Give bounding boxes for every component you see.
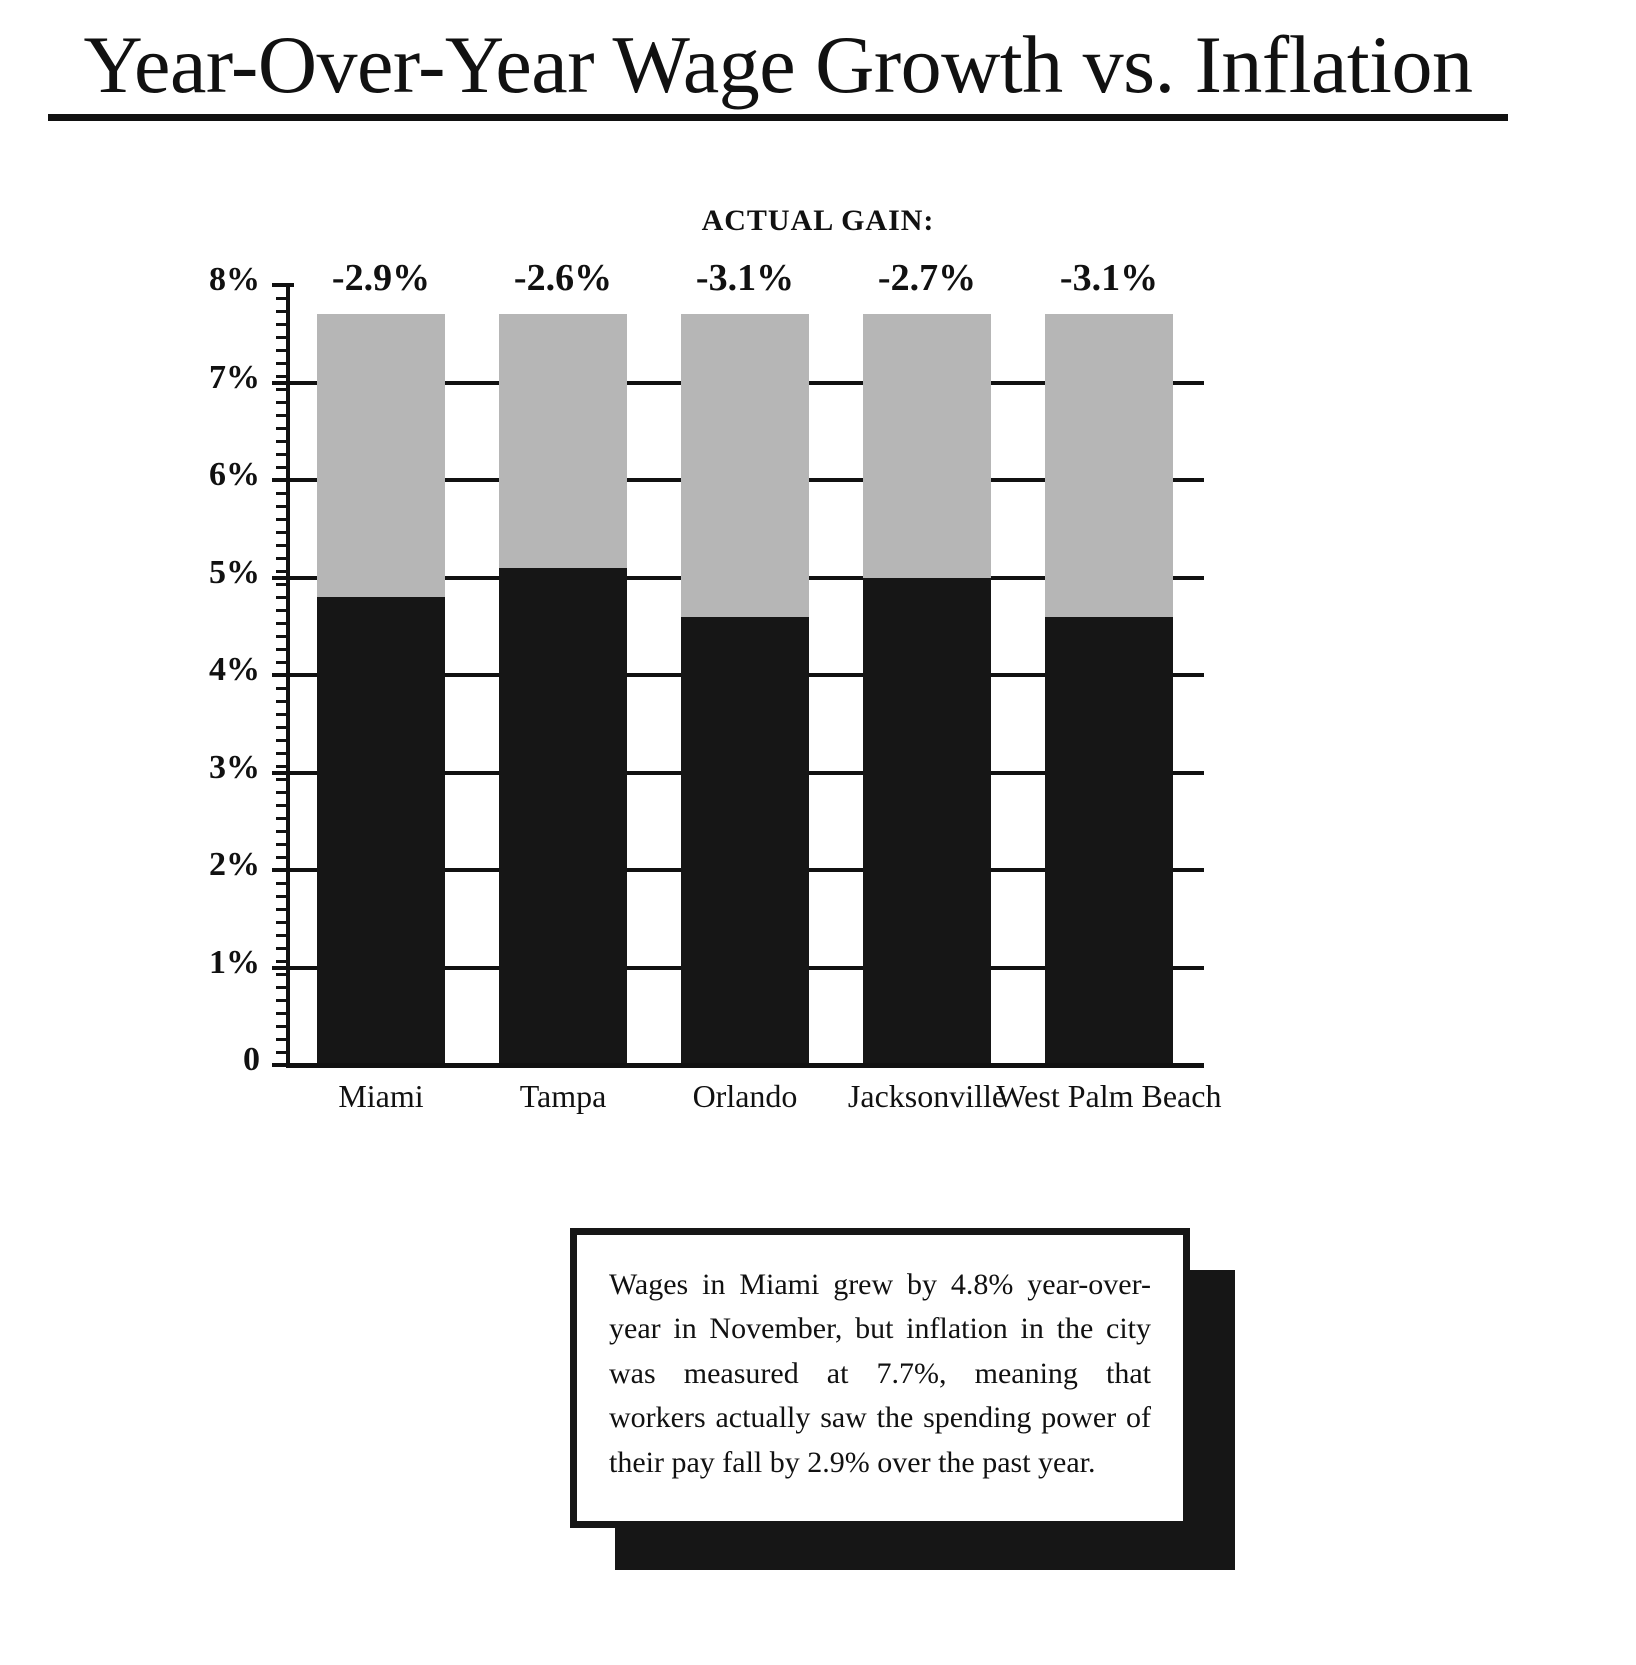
y-tick-minor [276, 1051, 290, 1054]
y-tick-minor [276, 466, 290, 469]
y-tick-minor [276, 622, 290, 625]
y-axis-tick-label: 3% [209, 748, 260, 786]
y-tick-minor [276, 856, 290, 859]
y-tick-minor [276, 882, 290, 885]
y-tick-minor [276, 609, 290, 612]
y-tick-minor [276, 973, 290, 976]
y-tick-minor [276, 570, 290, 573]
category-label: Jacksonville [847, 1078, 1007, 1114]
y-tick-minor [276, 700, 290, 703]
bar-group[interactable] [1045, 257, 1173, 1065]
callout-text: Wages in Miami grew by 4.8% year-over-year in November, but inflation in the city was measured at 7.7%, meaning that workers actually saw the spending power of their pay fall by 2.9% over the past year. [609, 1268, 1151, 1479]
y-tick-minor [276, 492, 290, 495]
y-tick-minor [276, 544, 290, 547]
y-tick-minor [276, 336, 290, 339]
title-block [48, 19, 1508, 121]
y-tick-minor [276, 960, 290, 963]
bar-value-label: -3.1% [1059, 257, 1159, 300]
bar-group[interactable] [863, 257, 991, 1065]
y-axis-tick-label: 1% [209, 943, 260, 981]
bar-value-label: -2.6% [513, 257, 613, 300]
y-tick-minor [276, 804, 290, 807]
category-label: Miami [338, 1078, 424, 1114]
y-tick-minor [276, 388, 290, 391]
y-tick-minor [276, 934, 290, 937]
y-tick-minor [276, 830, 290, 833]
y-tick-minor [276, 843, 290, 846]
y-tick-minor [276, 583, 290, 586]
y-tick-minor [276, 531, 290, 534]
bar-wage-growth[interactable] [681, 617, 809, 1066]
y-tick-minor [276, 310, 290, 313]
y-axis-tick-label: 0 [243, 1041, 260, 1078]
callout-box [570, 1228, 1190, 1528]
y-tick-minor [276, 1025, 290, 1028]
x-axis-line [286, 1063, 1204, 1068]
plot-bars [290, 257, 1200, 1065]
y-axis-tick-label: 7% [209, 358, 260, 396]
y-tick-minor [276, 1038, 290, 1041]
bar-wage-growth[interactable] [317, 597, 445, 1065]
page-title: Year-Over-Year Wage Growth vs. Inflation [83, 19, 1473, 110]
y-tick-minor [276, 427, 290, 430]
y-tick-minor [276, 908, 290, 911]
y-tick-minor [276, 505, 290, 508]
y-tick-minor [276, 1012, 290, 1015]
bar-group[interactable] [499, 257, 627, 1065]
y-axis-tick-label: 6% [209, 456, 260, 493]
y-tick-minor [276, 453, 290, 456]
y-tick-minor [276, 765, 290, 768]
category-label: Tampa [519, 1078, 607, 1114]
bar-value-label: -3.1% [695, 257, 795, 300]
y-axis-tick-label: 8% [209, 261, 260, 298]
y-tick-minor [276, 687, 290, 690]
y-tick-minor [276, 635, 290, 638]
y-tick-minor [276, 323, 290, 326]
y-axis-tick-label: 4% [209, 651, 260, 688]
y-tick-minor [276, 778, 290, 781]
y-tick-minor [276, 752, 290, 755]
bar-group[interactable] [681, 257, 809, 1065]
y-tick-minor [276, 895, 290, 898]
bar-wage-growth[interactable] [499, 568, 627, 1065]
y-tick-minor [276, 440, 290, 443]
y-tick-minor [276, 401, 290, 404]
y-tick-minor [276, 986, 290, 989]
title-underline [48, 114, 1508, 121]
y-tick-minor [276, 362, 290, 365]
chart-subtitle: ACTUAL GAIN: [701, 204, 935, 237]
y-tick-minor [276, 661, 290, 664]
bar-value-label: -2.9% [331, 257, 431, 300]
bar-value-label: -2.7% [877, 257, 977, 300]
y-axis-tick-label: 5% [209, 553, 260, 591]
y-tick-minor [276, 791, 290, 794]
y-tick-minor [276, 375, 290, 378]
y-tick-minor [276, 739, 290, 742]
y-tick-minor [276, 726, 290, 729]
bar-group[interactable] [317, 257, 445, 1065]
y-tick-minor [276, 414, 290, 417]
y-axis-tick-label: 2% [209, 846, 260, 883]
y-tick-minor [276, 921, 290, 924]
category-label: West Palm Beach [996, 1078, 1222, 1114]
y-tick-minor [276, 817, 290, 820]
category-label: Orlando [692, 1078, 798, 1114]
bar-wage-growth[interactable] [863, 578, 991, 1066]
y-tick-minor [276, 518, 290, 521]
chart-area [0, 190, 1636, 1140]
y-tick-minor [276, 947, 290, 950]
y-tick-minor [276, 349, 290, 352]
y-tick-minor [276, 596, 290, 599]
y-tick-minor [276, 999, 290, 1002]
bar-wage-growth[interactable] [1045, 617, 1173, 1066]
y-tick-minor [276, 713, 290, 716]
y-tick-minor [276, 648, 290, 651]
y-tick-minor [276, 557, 290, 560]
